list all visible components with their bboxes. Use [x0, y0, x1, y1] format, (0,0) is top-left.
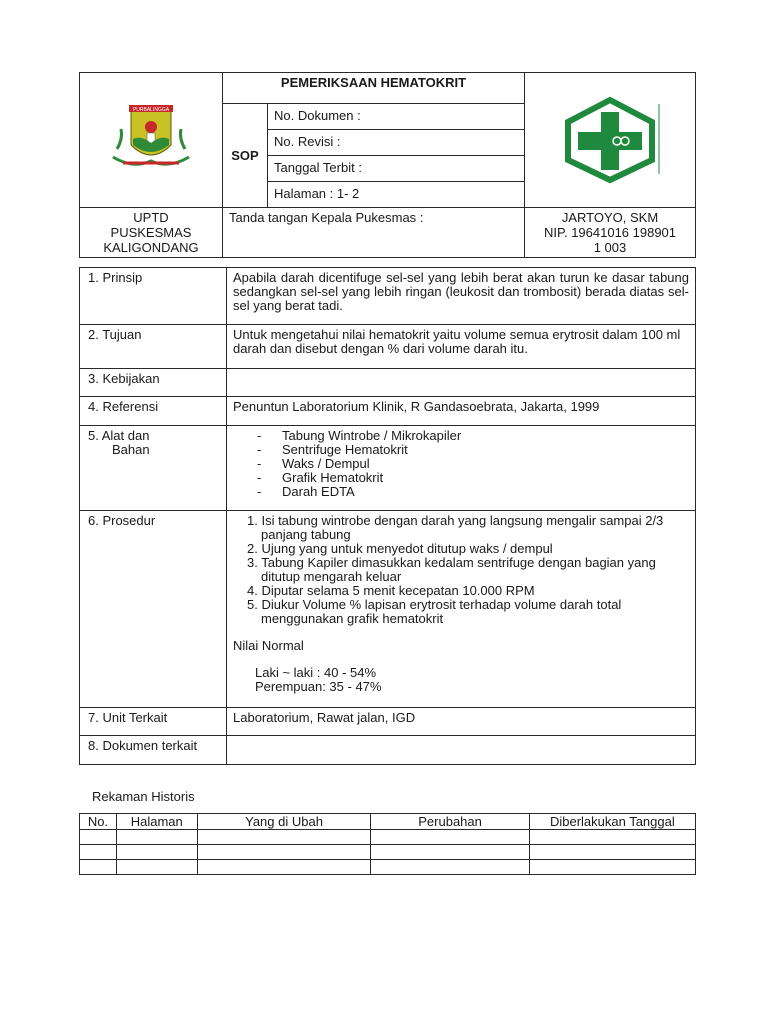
list-item: - Sentrifuge Hematokrit [257, 442, 408, 457]
sop-header-table [79, 72, 696, 258]
org-line-1: UPTD [133, 210, 169, 225]
page-field: Halaman : 1- 2 [268, 182, 525, 208]
publish-date-field: Tanggal Terbit : [268, 156, 525, 182]
dokumen-value [227, 736, 696, 765]
table-row [80, 860, 696, 875]
header-halaman: Halaman [116, 814, 197, 830]
document-title: PEMERIKSAAN HEMATOKRIT [223, 73, 525, 104]
dokumen-label: 8. Dokumen terkait [80, 736, 227, 765]
head-name: JARTOYO, SKM [561, 210, 659, 225]
list-item: 1. Isi tabung wintrobe dengan darah yang langsung mengalir sampai 2/3 panjang tabung [247, 513, 664, 542]
prosedur-label: 6. Prosedur [80, 511, 227, 708]
org-line-3: KALIGONDANG [103, 240, 199, 255]
alat-list-cell [227, 426, 696, 511]
alat-label-line-2: Bahan [112, 442, 150, 457]
nilai-perempuan: Perempuan: 35 - 47% [255, 679, 382, 694]
alat-label-line-1: 5. Alat dan [88, 428, 150, 443]
unit-text: Laboratorium, Rawat jalan, IGD [227, 708, 696, 736]
unit-label: 7. Unit Terkait [80, 708, 227, 736]
header-yang-diubah: Yang di Ubah [197, 814, 371, 830]
revision-field: No. Revisi : [268, 130, 525, 156]
list-item: - Darah EDTA [257, 484, 355, 499]
prosedur-steps [233, 514, 689, 626]
list-item: - Waks / Dempul [257, 456, 370, 471]
list-item: - Grafik Hematokrit [257, 470, 384, 485]
prinsip-text: Apabila darah dicentifuge sel-sel yang lebih berat akan turun ke dasar tabung sedangkan sel-sel yang lebih ringan (leukosit dan trombosit) berada diatas sel-sel yang berat tadi. [227, 268, 696, 325]
signature-field: Tanda tangan Kepala Pukesmas : [223, 208, 525, 258]
alat-label [80, 426, 227, 511]
puskesmas-cross-icon [560, 94, 660, 184]
list-item: - Tabung Wintrobe / Mikrokapiler [257, 428, 462, 443]
prosedur-cell [227, 511, 696, 708]
table-row [80, 830, 696, 845]
history-title: Rekaman Historis [92, 789, 195, 804]
history-table [79, 813, 696, 875]
regency-logo-cell [80, 73, 223, 208]
logo-banner-text: PURBALINGGA [132, 106, 170, 113]
table-row [80, 845, 696, 860]
nilai-laki: Laki ~ laki : 40 - 54% [255, 665, 377, 680]
head-identity [525, 208, 696, 258]
table-header-row [80, 814, 696, 830]
kebijakan-value [227, 369, 696, 397]
sop-content-table [79, 267, 696, 765]
organization-name [80, 208, 223, 258]
health-logo-cell [525, 73, 696, 208]
alat-list [233, 429, 689, 499]
regency-crest-icon [103, 99, 199, 179]
referensi-text: Penuntun Laboratorium Klinik, R Gandasoebrata, Jakarta, 1999 [227, 397, 696, 426]
kebijakan-label: 3. Kebijakan [80, 369, 227, 397]
sop-label: SOP [223, 104, 268, 208]
header-diberlakukan: Diberlakukan Tanggal [529, 814, 695, 830]
header-perubahan: Perubahan [371, 814, 529, 830]
header-no: No. [80, 814, 117, 830]
doc-number-field: No. Dokumen : [268, 104, 525, 130]
org-line-2: PUSKESMAS [110, 225, 192, 240]
list-item: 2. Ujung yang untuk menyedot ditutup waks / dempul [247, 541, 553, 556]
list-item: 4. Diputar selama 5 menit kecepatan 10.000 RPM [247, 583, 535, 598]
tujuan-label: 2. Tujuan [80, 325, 227, 369]
list-item: 5. Diukur Volume % lapisan erytrosit terhadap volume darah total menggunakan grafik hematokrit [247, 597, 622, 626]
prinsip-label: 1. Prinsip [80, 268, 227, 325]
tujuan-text: Untuk mengetahui nilai hematokrit yaitu volume semua erytrosit dalam 100 ml darah dan disebut dengan % dari volume darah itu. [227, 325, 696, 369]
referensi-label: 4. Referensi [80, 397, 227, 426]
nilai-normal-heading: Nilai Normal [233, 638, 304, 653]
list-item: 3. Tabung Kapiler dimasukkan kedalam sentrifuge dengan bagian yang ditutup mengarah keluar [247, 555, 656, 584]
head-nip-line-1: NIP. 19641016 198901 [543, 225, 677, 240]
head-nip-line-2: 1 003 [593, 240, 627, 255]
